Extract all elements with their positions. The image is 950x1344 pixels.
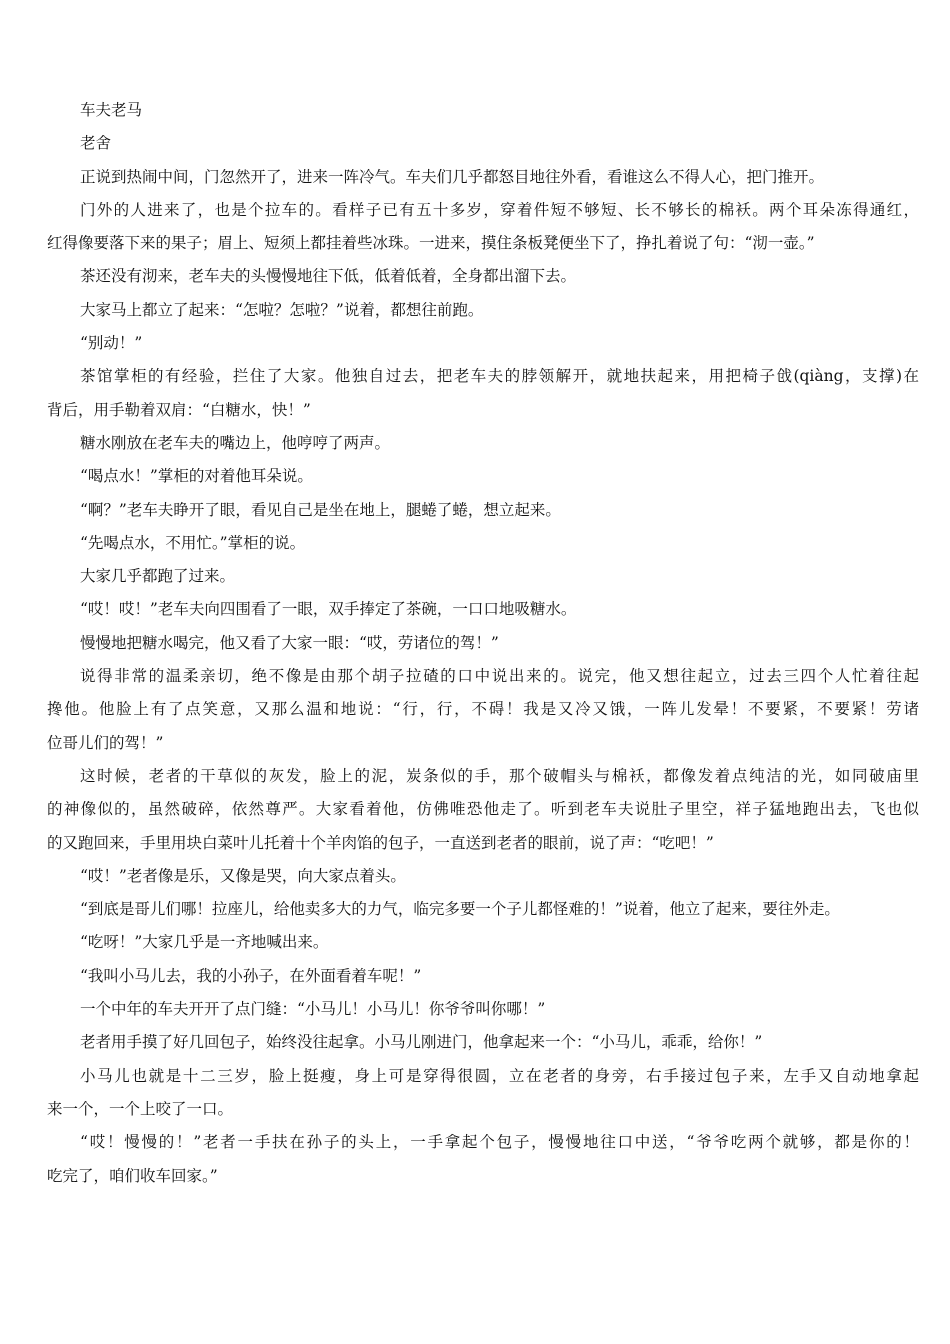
paragraph (47, 760, 919, 860)
paragraph (47, 860, 919, 893)
paragraph-line: 的又跑回来，手里用块白菜叶儿托着十个羊肉馅的包子，一直送到老者的眼前，说了声：“吃吧！” (47, 833, 714, 852)
paragraph (47, 593, 919, 626)
paragraph (47, 560, 919, 593)
paragraph (47, 427, 919, 460)
paragraph-line: 说得非常的温柔亲切，绝不像是由那个胡子拉碴的口中说出来的。说完，他又想往起立，过去三四个人忙着往起 (80, 667, 919, 686)
paragraph-line: 门外的人进来了，也是个拉车的。看样子已有五十多岁，穿着件短不够短、长不够长的棉袄。两个耳朵冻得通红， (80, 200, 919, 219)
paragraph (47, 360, 919, 427)
paragraph (47, 993, 919, 1026)
document-title: 车夫老马 (80, 101, 143, 119)
paragraph (47, 893, 919, 926)
paragraph-line: 正说到热闹中间，门忽然开了，进来一阵冷气。车夫们几乎都怒目地往外看，看谁这么不得人心，把门推开。 (80, 167, 825, 186)
paragraph-line: “啊？”老车夫睁开了眼，看见自己是坐在地上，腿蜷了蜷，想立起来。 (80, 500, 561, 519)
paragraph (47, 161, 919, 194)
paragraph (47, 627, 919, 660)
paragraph-line: 一个中年的车夫开开了点门缝：“小马儿！小马儿！你爷爷叫你哪！” (80, 1000, 546, 1019)
paragraph (47, 494, 919, 527)
paragraph-line: 红得像要落下来的果子；眉上、短须上都挂着些冰珠。一进来，摸住条板凳便坐下了，挣扎着说了句：“沏一壶。” (47, 234, 815, 253)
paragraph-line: 吃完了，咱们收车回家。” (47, 1166, 218, 1185)
paragraph-line: 大家马上都立了起来：“怎啦？怎啦？”说着，都想往前跑。 (80, 300, 484, 319)
paragraphs (47, 161, 919, 1193)
paragraph-line: “吃呀！”大家几乎是一齐地喊出来。 (80, 933, 329, 952)
paragraph (47, 527, 919, 560)
paragraph-line: “哎！”老者像是乐，又像是哭，向大家点着头。 (80, 866, 406, 885)
paragraph-line: “喝点水！”掌柜的对着他耳朵说。 (80, 467, 313, 486)
paragraph (47, 1060, 919, 1127)
document-author: 老舍 (80, 134, 112, 153)
paragraph-line: “别动！” (80, 334, 143, 353)
paragraph-line: “哎！哎！”老车夫向四围看了一眼，双手捧定了茶碗，一口口地吸糖水。 (80, 600, 577, 619)
paragraph-line: 茶馆掌柜的有经验，拦住了大家。他独自过去，把老车夫的脖领解开，就地扶起来，用把椅子戗(qiàng，支撑)在 (80, 367, 919, 386)
paragraph (47, 660, 919, 760)
paragraph-line: 来一个，一个上咬了一口。 (47, 1099, 234, 1118)
paragraph-line: “先喝点水，不用忙。”掌柜的说。 (80, 533, 306, 552)
paragraph-line: 茶还没有沏来，老车夫的头慢慢地往下低，低着低着，全身都出溜下去。 (80, 267, 577, 286)
paragraph (47, 926, 919, 959)
paragraph (47, 1126, 919, 1193)
paragraph-line: 位哥儿们的驾！” (47, 733, 164, 752)
paragraph (47, 327, 919, 360)
paragraph (47, 294, 919, 327)
paragraph-line: 背后，用手勒着双肩：“白糖水，快！” (47, 400, 311, 419)
paragraph-line: 小马儿也就是十二三岁，脸上挺瘦，身上可是穿得很圆，立在老者的身旁，右手接过包子来，左手又自动地拿起 (80, 1066, 919, 1085)
paragraph-line: “哎！慢慢的！”老者一手扶在孙子的头上，一手拿起个包子，慢慢地往口中送，“爷爷吃两个就够，都是你的！ (80, 1133, 919, 1152)
paragraph-line: 这时候，老者的干草似的灰发，脸上的泥，炭条似的手，那个破帽头与棉袄，都像发着点纯洁的光，如同破庙里 (80, 766, 919, 785)
paragraph (47, 1026, 919, 1059)
paragraph-line: 大家几乎都跑了过来。 (80, 567, 236, 586)
paragraph-line: 的神像似的，虽然破碎，依然尊严。大家看着他，仿佛唯恐他走了。听到老车夫说肚子里空，祥子猛地跑出去，飞也似 (47, 800, 919, 819)
paragraph-line: 糖水刚放在老车夫的嘴边上，他哼哼了两声。 (80, 433, 391, 452)
paragraph-line: 搀他。他脸上有了点笑意，又那么温和地说：“行，行，不碍！我是又冷又饿，一阵儿发晕！不要紧，不要紧！劳诸 (47, 700, 919, 719)
paragraph (47, 260, 919, 293)
paragraph-line: 老者用手摸了好几回包子，始终没往起拿。小马儿刚进门，他拿起来一个：“小马儿，乖乖，给你！” (80, 1033, 763, 1052)
paragraph-line: “到底是哥儿们哪！拉座儿，给他卖多大的力气，临完多要一个子儿都怪难的！”说着，他立了起来，要往外走。 (80, 900, 840, 919)
paragraph-line: “我叫小马儿去，我的小孙子，在外面看着车呢！” (80, 966, 422, 985)
document-body (47, 94, 919, 1193)
paragraph (47, 194, 919, 261)
paragraph (47, 960, 919, 993)
paragraph (47, 460, 919, 493)
paragraph-line: 慢慢地把糖水喝完，他又看了大家一眼：“哎，劳诸位的驾！” (80, 633, 499, 652)
